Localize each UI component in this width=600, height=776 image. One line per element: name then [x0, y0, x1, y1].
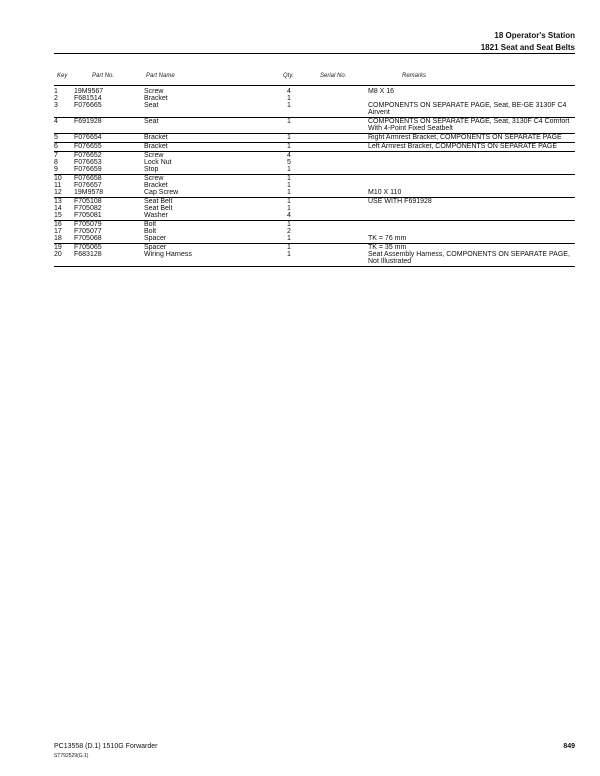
key-cell: 1: [54, 88, 58, 95]
remarks-cell: USE WITH F691928: [368, 198, 432, 205]
qty-cell: 1: [287, 95, 291, 102]
col-part-name: Part Name: [146, 73, 175, 79]
subsection-title: 1821 Seat and Seat Belts: [480, 43, 575, 52]
part-name-cell: Screw: [144, 152, 164, 159]
part-name-cell: Washer: [144, 212, 168, 219]
qty-cell: 4: [287, 212, 291, 219]
table-row: [54, 134, 575, 141]
qty-cell: 1: [287, 189, 291, 196]
part-no-cell: F681514: [74, 95, 102, 102]
col-key: Key: [57, 73, 68, 79]
part-name-cell: Cap Screw: [144, 189, 179, 196]
table-group: [54, 88, 575, 118]
qty-cell: 4: [287, 152, 291, 159]
key-cell: 5: [54, 134, 58, 141]
part-name-cell: Spacer: [144, 244, 167, 251]
part-no-cell: F705082: [74, 205, 102, 212]
key-cell: 8: [54, 159, 58, 166]
section-title: 18 Operator's Station: [494, 31, 575, 40]
part-no-cell: F705081: [74, 212, 102, 219]
key-cell: 16: [54, 221, 62, 228]
part-name-cell: Screw: [144, 88, 164, 95]
table-group: [54, 198, 575, 221]
remarks-cell: M8 X 16: [368, 88, 395, 95]
part-no-cell: F691928: [74, 118, 102, 125]
part-no-cell: F705108: [74, 198, 102, 205]
key-cell: 3: [54, 102, 58, 109]
table-row: [54, 235, 575, 242]
table-group: [54, 143, 575, 152]
part-name-cell: Seat: [144, 102, 159, 109]
table-row: [54, 102, 575, 116]
key-cell: 15: [54, 212, 62, 219]
key-cell: 13: [54, 198, 62, 205]
part-name-cell: Bolt: [144, 228, 157, 235]
qty-cell: 1: [287, 235, 291, 242]
column-header-rule: [54, 85, 575, 86]
footer-code: ST792529(G.1): [54, 753, 89, 759]
part-no-cell: F705068: [74, 235, 102, 242]
qty-cell: 1: [287, 198, 291, 205]
part-no-cell: F705065: [74, 244, 102, 251]
col-remarks: Remarks: [402, 73, 427, 79]
part-no-cell: 19M9578: [74, 189, 104, 196]
col-part-no: Part No.: [92, 73, 115, 79]
table-row: [54, 198, 575, 205]
header-rule: [54, 53, 575, 54]
remarks-cell: TK = 76 mm: [368, 235, 407, 242]
part-name-cell: Bolt: [144, 221, 157, 228]
qty-cell: 1: [287, 143, 291, 150]
table-row: [54, 175, 575, 182]
part-no-cell: F705079: [74, 221, 102, 228]
remarks-cell: Seat Assembly Harness, COMPONENTS ON SEPARATE PAGE, Not Illustrated: [368, 251, 570, 265]
table-row: [54, 212, 575, 219]
key-cell: 9: [54, 166, 58, 173]
table-row: [54, 189, 575, 196]
key-cell: 11: [54, 182, 62, 189]
table-group: [54, 175, 575, 198]
qty-cell: 1: [287, 102, 291, 109]
part-name-cell: Seat Belt: [144, 198, 173, 205]
table-row: [54, 221, 575, 228]
part-no-cell: F683128: [74, 251, 102, 258]
remarks-cell: TK = 35 mm: [368, 244, 407, 251]
key-cell: 12: [54, 189, 62, 196]
key-cell: 14: [54, 205, 62, 212]
table-row: [54, 159, 575, 166]
table-group: [54, 244, 575, 267]
qty-cell: 1: [287, 166, 291, 173]
footer-doc: PC13558 (D.1) 1510G Forwarder: [54, 743, 158, 750]
table-row: [54, 166, 575, 173]
qty-cell: 5: [287, 159, 291, 166]
part-no-cell: F076654: [74, 134, 102, 141]
part-no-cell: F076665: [74, 102, 102, 109]
table-row: [54, 228, 575, 235]
key-cell: 19: [54, 244, 62, 251]
part-no-cell: F076659: [74, 166, 102, 173]
qty-cell: 1: [287, 182, 291, 189]
qty-cell: 1: [287, 221, 291, 228]
qty-cell: 4: [287, 88, 291, 95]
page-number: 849: [563, 743, 575, 750]
key-cell: 4: [54, 118, 58, 125]
qty-cell: 1: [287, 244, 291, 251]
part-name-cell: Bracket: [144, 134, 168, 141]
key-cell: 2: [54, 95, 58, 102]
table-row: [54, 118, 575, 132]
key-cell: 6: [54, 143, 58, 150]
qty-cell: 1: [287, 118, 291, 125]
table-group: [54, 118, 575, 134]
part-no-cell: F076653: [74, 159, 102, 166]
part-name-cell: Lock Nut: [144, 159, 172, 166]
table-row: [54, 182, 575, 189]
remarks-cell: COMPONENTS ON SEPARATE PAGE, Seat, 3130F C4 Comfort With 4-Point Fixed Seatbelt: [368, 118, 570, 132]
key-cell: 10: [54, 175, 62, 182]
table-group: [54, 134, 575, 143]
part-no-cell: 19M9567: [74, 88, 104, 95]
part-no-cell: F076657: [74, 182, 102, 189]
part-name-cell: Bracket: [144, 143, 168, 150]
parts-table: [0, 88, 600, 267]
col-serial-no: Serial No.: [320, 73, 347, 79]
remarks-cell: M10 X 110: [368, 189, 402, 196]
table-row: [54, 88, 575, 95]
qty-cell: 1: [287, 175, 291, 182]
part-name-cell: Seat Belt: [144, 205, 173, 212]
remarks-cell: COMPONENTS ON SEPARATE PAGE, Seat, BE-GE 3130F C4 Airvent: [368, 102, 567, 116]
part-no-cell: F705077: [74, 228, 102, 235]
qty-cell: 1: [287, 251, 291, 258]
part-no-cell: F076652: [74, 152, 102, 159]
part-no-cell: F076655: [74, 143, 102, 150]
key-cell: 7: [54, 152, 58, 159]
part-name-cell: Stop: [144, 166, 159, 173]
key-cell: 18: [54, 235, 62, 242]
key-cell: 17: [54, 228, 62, 235]
qty-cell: 1: [287, 205, 291, 212]
table-row: [54, 205, 575, 212]
table-row: [54, 152, 575, 159]
part-name-cell: Bracket: [144, 95, 168, 102]
qty-cell: 1: [287, 134, 291, 141]
key-cell: 20: [54, 251, 62, 258]
table-group: [54, 152, 575, 175]
table-row: [54, 143, 575, 150]
part-no-cell: F076658: [74, 175, 102, 182]
part-name-cell: Wiring Harness: [144, 251, 192, 258]
table-row: [54, 251, 575, 265]
part-name-cell: Screw: [144, 175, 164, 182]
qty-cell: 2: [287, 228, 291, 235]
table-row: [54, 244, 575, 251]
part-name-cell: Bracket: [144, 182, 168, 189]
part-name-cell: Seat: [144, 118, 159, 125]
remarks-cell: Left Armrest Bracket, COMPONENTS ON SEPARATE PAGE: [368, 143, 558, 150]
remarks-cell: Right Armrest Bracket, COMPONENTS ON SEPARATE PAGE: [368, 134, 562, 141]
table-row: [54, 95, 575, 102]
table-group: [54, 221, 575, 244]
col-qty: Qty.: [283, 73, 294, 79]
part-name-cell: Spacer: [144, 235, 167, 242]
